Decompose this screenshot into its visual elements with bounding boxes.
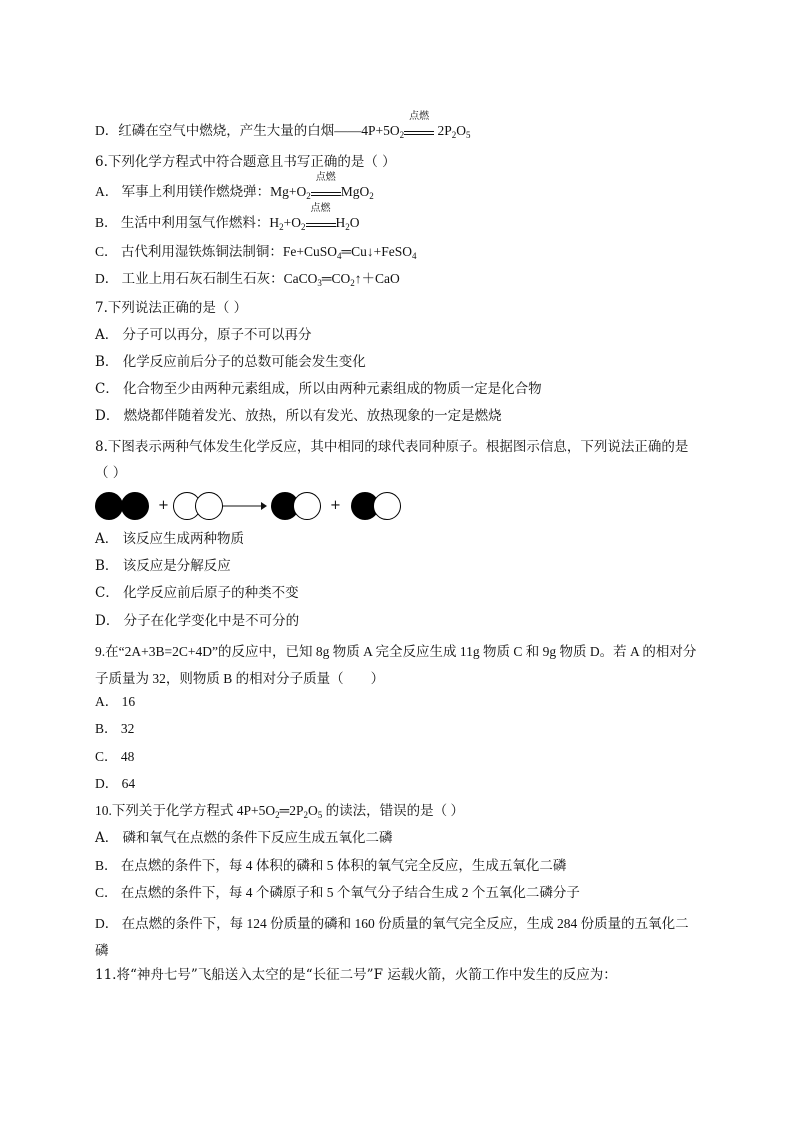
option-tail: ↑＋CaO — [354, 271, 400, 286]
q7-option-c: C． 化合物至少由两种元素组成，所以由两种元素组成的物质一定是化合物 — [95, 381, 542, 397]
condition-mark — [404, 111, 434, 135]
option-mid: ═CO — [321, 271, 351, 286]
q8-option-a: A． 该反应生成两种物质 — [95, 531, 245, 547]
option-tail: O — [349, 215, 360, 230]
sub: 2 — [451, 130, 457, 140]
equals-bar — [404, 131, 434, 135]
sub: 2 — [345, 222, 350, 232]
option-mid: ═Cu↓+FeSO — [341, 244, 412, 259]
q5-option-d — [95, 111, 699, 141]
option-text: D． 工业上用石灰石制生石灰：CaCO — [95, 271, 318, 286]
condition-text: 点燃 — [310, 203, 331, 214]
q10-title-text: ═2P — [279, 803, 304, 818]
q10-option-b: B． 在点燃的条件下，每 4 体积的磷和 5 体积的氧气完全反应，生成五氧化二磷 — [95, 858, 567, 873]
q10-title — [95, 801, 699, 821]
q6-option-a — [95, 172, 699, 202]
sub: 4 — [411, 251, 417, 261]
q6-option-d — [95, 269, 699, 289]
option-text: B． 生活中利用氢气作燃料：H — [95, 215, 280, 230]
condition-mark — [311, 172, 341, 196]
q10-title-text: O — [307, 803, 318, 818]
q5d-text: D．红磷在空气中燃烧，产生大量的白烟——4P+5O — [95, 123, 400, 138]
q6-title: 6.下列化学方程式中符合题意且书写正确的是（ ） — [95, 154, 396, 170]
white-atom — [195, 492, 223, 520]
q9-option-b: B． 32 — [95, 721, 135, 736]
q6-option-c — [95, 242, 699, 262]
q7-option-d: D． 燃烧都伴随着发光、放热，所以有发光、放热现象的一定是燃烧 — [95, 408, 502, 424]
q10-title-text: 的读法，错误的是（ ） — [322, 803, 464, 818]
q5d-o: O — [456, 123, 467, 138]
q10-option-a: A． 磷和氧气在点燃的条件下反应生成五氧化二磷 — [95, 830, 393, 846]
option-tail: H — [335, 215, 346, 230]
condition-text: 点燃 — [315, 172, 336, 183]
reaction-diagram — [95, 488, 415, 524]
sub: 2 — [306, 191, 311, 201]
q8-option-d: D． 分子在化学变化中是不可分的 — [95, 613, 300, 629]
q8-option-c: C． 化学反应前后原子的种类不变 — [95, 585, 299, 601]
condition-text: 点燃 — [409, 111, 430, 122]
q7-option-a: A． 分子可以再分，原子不可以再分 — [95, 327, 312, 343]
q5d-product: 2P — [434, 123, 452, 138]
plus-sign: + — [158, 498, 169, 513]
q9-option-d: D． 64 — [95, 776, 136, 791]
equals-bar — [306, 223, 336, 227]
q9-option-c: C． 48 — [95, 749, 135, 764]
sub: 2 — [301, 222, 306, 232]
option-text: C． 古代利用湿铁炼铜法制铜：Fe+CuSO — [95, 244, 338, 259]
reaction-arrow-icon — [223, 500, 267, 512]
sub: 2 — [303, 810, 308, 820]
q6-option-b — [95, 203, 699, 233]
sub: 2 — [369, 191, 374, 201]
q10-option-d: D． 在点燃的条件下，每 124 份质量的磷和 160 份质量的氧气完全反应，生成 284 份质量的五氧化二磷 — [95, 916, 689, 958]
sub: 5 — [317, 810, 323, 820]
white-atom — [293, 492, 321, 520]
q11-title: 11.将“神舟七号”飞船送入太空的是“长征二号”F 运载火箭，火箭工作中发生的反应为： — [95, 967, 617, 983]
sub: 2 — [279, 222, 284, 232]
sub: 2 — [275, 810, 280, 820]
sub: 3 — [317, 278, 322, 288]
q9-option-a: A． 16 — [95, 694, 136, 709]
sub: 2 — [350, 278, 355, 288]
black-atom — [121, 492, 149, 520]
q8-title: 8.下图表示两种气体发生化学反应，其中相同的球代表同种原子。根据图示信息，下列说法正确的是（ ） — [95, 439, 689, 481]
sub: 5 — [466, 130, 471, 140]
q7-option-b: B． 化学反应前后分子的总数可能会发生变化 — [95, 354, 366, 370]
option-tail: MgO — [340, 184, 370, 199]
option-mid: +O — [283, 215, 302, 230]
q10-title-text: 10.下列关于化学方程式 4P+5O — [95, 803, 276, 818]
plus-sign: + — [330, 498, 341, 513]
q8-option-b: B． 该反应是分解反应 — [95, 558, 231, 574]
q9-title: 9.在“2A+3B=2C+4D”的反应中，已知 8g 物质 A 完全反应生成 11g 物质 C 和 9g 物质 D。若 A 的相对分子质量为 32，则物质 B 的相对分子质量（ ） — [95, 644, 697, 686]
q7-title: 7.下列说法正确的是（ ） — [95, 300, 248, 316]
sub: 2 — [399, 130, 405, 140]
sub: 4 — [337, 251, 342, 261]
q10-option-c: C． 在点燃的条件下，每 4 个磷原子和 5 个氧气分子结合生成 2 个五氧化二磷分子 — [95, 885, 580, 900]
equals-bar — [311, 192, 341, 196]
condition-mark — [306, 203, 336, 227]
option-text: A． 军事上利用镁作燃烧弹：Mg+O — [95, 184, 307, 199]
white-atom — [373, 492, 401, 520]
black-atom — [95, 492, 123, 520]
